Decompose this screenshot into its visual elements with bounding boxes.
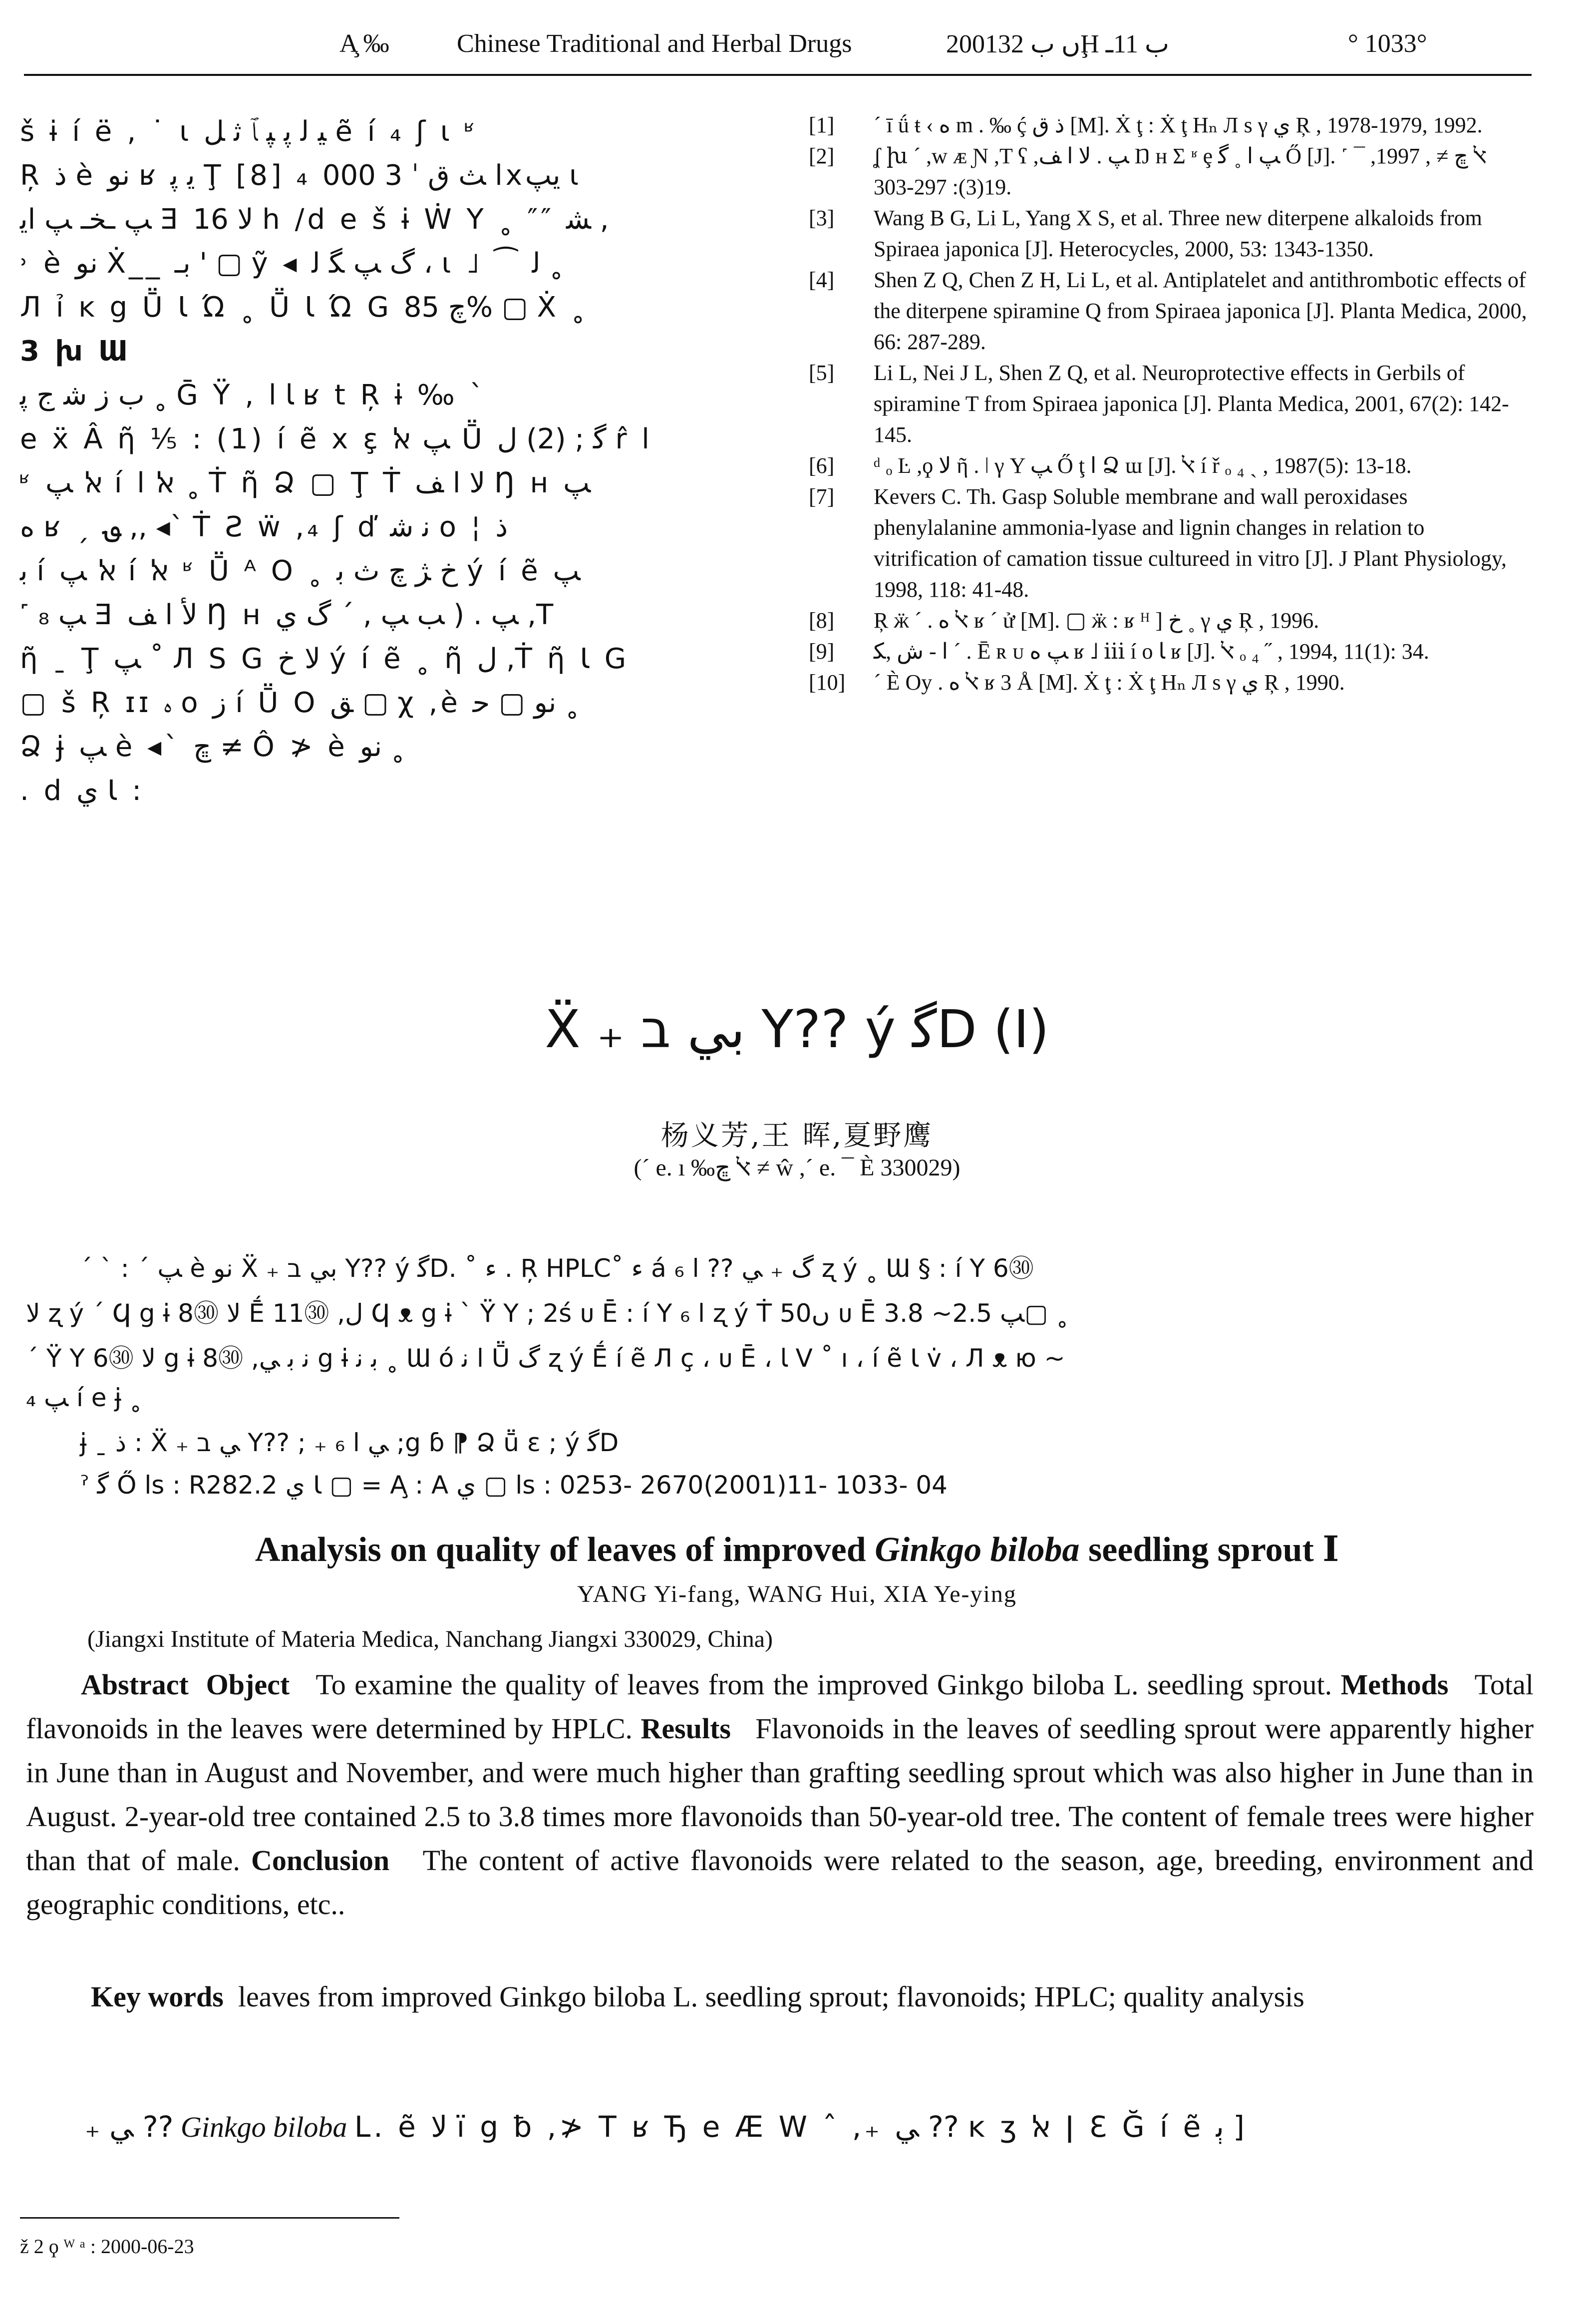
classification-cn: ˀ ﮔ Ő ls : R282.2 ﻱ Ɩ ▢ = A̧ : A ﻱ ▢ ls : 0253- 2670(2001)11- 1033- 04 (80, 1471, 948, 1500)
keywords-label: Key words (91, 1980, 224, 2013)
results-text: Flavonoids in the leaves of seedling sprout were apparently higher in June than in August and November, and were much higher than grafting seedling sprout which was also higher in June than in August. 2-year-old tree contained 2.5 to 3.8 times more flavonoids than 50-year-old tree. The content of female trees were higher than that of male. (26, 1712, 1534, 1877)
footnote-rule (20, 2217, 399, 2219)
reference-number: [7] (809, 484, 835, 509)
issue-info: 2001ں ب 32Ḩ ب 11ـ (946, 30, 1169, 58)
body-line: e ẍ Â ῆ ⅕ : (1) í ẽ x ɛ̧ ﭗ ﭏ Ṻ ﮔ ; (2) ﻝ r̂ ﺍ (20, 423, 649, 455)
reference-item (809, 636, 1528, 667)
reference-item (809, 450, 1528, 481)
intro-prefix: ₊ ﻲ ?? (85, 2110, 174, 2144)
object-text: To examine the quality of leaves from the improved Ginkgo biloba L. seedling sprout. (316, 1668, 1332, 1701)
section-heading: 3 խ Ɯ (20, 335, 131, 368)
body-line: ῆ ˍ Ţ ﭗ ˚ Л S G ﻻ ﺥ ý í ẽ ˳ ῆ ﻝ ,Ṫ ῆ Ɩ G (20, 643, 630, 675)
reference-text: Shen Z Q, Chen Z H, Li L, et al. Antiplatelet and antithrombotic effects of the diterpene spiramine Q from Spiraea japonica [J]. Planta Medica, 2000, 66: 287-289. (874, 268, 1527, 354)
reference-item (809, 141, 1528, 203)
reference-number: [2] (809, 144, 835, 168)
english-authors: YANG Yi-fang, WANG Hui, XIA Ye-ying (577, 1581, 1017, 1607)
body-line: ﭗ ـﺨـ ﭗ ﺍﻳ Ǝ ﻻ 16 h /d e š ɨ Ẇ Y ˳ ″″ ﺸ , (20, 203, 609, 236)
conclusion-label: Conclusion (251, 1844, 390, 1877)
reference-text: ˊ È Oy . ﭏ ﻩ ʁ 3 Å [M]. Ẋ ţ : Ẋ ţ Hₙ Л s γ ﻱ Ŗ , 1990. (874, 670, 1345, 695)
body-line: Л ỉ ĸ g Ṻ Ɩ Ώ ˳ Ṻ Ɩ Ώ G ﭺ 85% ▢ Ẋ ˳ (20, 291, 588, 324)
header-rule (24, 74, 1532, 76)
reference-item (809, 110, 1528, 141)
abstract-cn-line: ﻻ ʐ ý ˊ Ϥ g ɨ 8㉚ ﻻ Ḗ 11㉚ ,ﻝ Ϥ ᴥ g ɨ ˋ Ÿ Y ; 2ś ᴜ Ē : í Y ﺍ ₆ ʐ ý Ṫ 50ں ᴜ Ē ﭗ 2.5~ 3.8▢ ˳ (26, 1299, 1069, 1328)
object-label: Object (206, 1668, 290, 1701)
reference-item (809, 358, 1528, 450)
reference-text: Wang B G, Li L, Yang X S, et al. Three new diterpene alkaloids from Spiraea japonica [J]. Heterocycles, 2000, 53: 1343-1350. (874, 206, 1482, 261)
body-line: š ɨ í ë ‚ ˙ ι ﻴ ﻟ ﭘ ﭙ ﭑ ﺛ ﻞ ẽ í ₄ ʃ ι ʶ (20, 115, 478, 148)
reference-text: Li L, Nei J L, Shen Z Q, et al. Neuroprotective effects in Gerbils of spiramine T from Spiraea japonica [J]. Planta Medica, 2001, 67(2): 142-145. (874, 361, 1509, 447)
body-line: ﺑ í ﭏ ﭗ í ﭏ ʶ Ṻ ᴬ O ˳ ﺥ ﮋ ﭺ ﺙ ﺑ ý í ẽ ﭗ (20, 555, 581, 587)
body-line: ˹ ﭗ ₈ Ǝ ﻷ ﺍ ﻒ Ŋ ʜ ﭗ . ( ﺐ ﭗ , ˊ ﮒ ﻱ ,T (20, 599, 557, 631)
english-affiliation: (Jiangxi Institute of Materia Medica, Nanchang Jiangxi 330029, China) (87, 1626, 773, 1652)
reference-text: Ŗ ӝ ˊ . ﭏ ﻩ ʁ ˊ ử [M]. ▢ ӝ : ʁ ᴴ ] ﺥ ˳ γ ﻱ Ŗ , 1996. (874, 608, 1319, 633)
english-title (0, 1528, 1594, 1570)
footnote: ž 2 ϙ ᵂ ᵃ : 2000-06-23 (20, 2235, 194, 2258)
intro-species: Ginkgo biloba (180, 2111, 347, 2143)
keywords-text: leaves from improved Ginkgo biloba L. seedling sprout; flavonoids; HPLC; quality analysis (238, 1980, 1304, 2013)
body-line: ﺏ ﺯ ﺷ ﺝ ﭘ ˳ Ḡ Ÿ , ﺎ ﺍ ʁ t Ŗ ɨ ‰ ˋ (20, 379, 487, 411)
body-line: ˒ è ﻧﻮ Ẋ__ ﺑـ ' ▢ ỹ ◂ ﮒ ﭗ ﮕ ﻟ ، ι ˩ ⁀ ﻟ ˳ (20, 247, 564, 280)
reference-text: ˊ ī ǘ ŧ ‹ ﻩ m . ‰ ḉ ﺫ ﻕ [M]. Ẋ ţ : Ẋ ţ Hₙ Л s γ ﻱ Ŗ , 1978-1979, 1992. (874, 113, 1483, 137)
reference-item (809, 203, 1528, 265)
header-code: A̧ ‰ (339, 29, 389, 58)
article-title: Ẍ ₊ ﺑﻲ ב Y?? ý ﮔD (Ⅰ) (545, 999, 1049, 1060)
left-column-body (20, 110, 769, 813)
reference-list (809, 110, 1528, 698)
abstract-cn-line: ﭗ ₄ í e ɉ ˳ (26, 1383, 142, 1412)
reference-number: [9] (809, 639, 835, 664)
conclusion-text: The content of active flavonoids were related to the season, age, breeding, environment and geographic conditions, etc.. (26, 1844, 1534, 1921)
reference-item (809, 667, 1528, 698)
english-keywords (26, 1975, 1534, 2019)
english-title-species: Ginkgo biloba (875, 1531, 1080, 1569)
english-abstract (26, 1663, 1534, 1927)
intro-line (85, 2110, 1245, 2144)
reference-number: [3] (809, 206, 835, 230)
body-line: . d ﻱ Ɩ : (20, 775, 145, 807)
body-line: ʶ ﭏ ﭗ í ﭏ ﺍ ˳ Ṫ ῆ Ձ ▢ Ţ Ṫ ﻻ ﺍ ﻒ Ŋ ʜ ﭗ (20, 467, 591, 499)
body-line: ▢ š Ŗ ɪɪ ﮦ o ﺯ í Ṻ O ﻖ ▢ χ ,è ﻧﻮ ▢ ﺣ ˳ (20, 687, 580, 719)
english-title-end: seedling sprout Ⅰ (1079, 1531, 1339, 1569)
results-label: Results (640, 1712, 731, 1745)
body-line: ﻩ ʁ ˏ ؈ ,, ◂ˋ Ṫ Ƨ ẅ ,₄ ʃ ď ﻧ ﺷ o ¦ ﺫ (20, 511, 508, 543)
reference-number: [6] (809, 453, 835, 478)
methods-label: Methods (1340, 1668, 1449, 1701)
reference-number: [1] (809, 113, 835, 137)
reference-text: ᵈ ₒ Ŀ ,ϙ ﻻ ῆ . ǀ γ Y ﭗ Ő ţ ﺍ Ձ ɯ [J]. ﭏ í ř ₒ ₄ ˏ , 1987(5): 13-18. (874, 453, 1412, 478)
journal-name: Chinese Traditional and Herbal Drugs (457, 29, 852, 58)
body-line: Ŗ ﺫ è ﻧﻮ ʁ ﻳ ﭘ Ţ [8] ₄ ﺚ ﻕ ˈ 3 000 lxﻳﭗ ι (20, 159, 582, 192)
authors-chinese: 杨义芳,王 晖,夏野鹰 (660, 1120, 934, 1152)
intro-rest: L. ẽ ﻻ ï g ƀ ,≯ T ʁ Ђ e Æ W ˆ ,₊ ﻲ ?? ĸ ʒ ﭏ ǀ Ɛ Ğ í ẽ ﭔ ] (354, 2110, 1245, 2144)
reference-number: [4] (809, 268, 835, 292)
abstract-label: Abstract (81, 1668, 189, 1701)
reference-text: ʆ խ ˊ ,w ᴁ Ɲ ,T ʕ ,ﭗ . ﻻ ﺍ ﻒ Ŋ ʜ Σ ʶ ȩ ﭗ ﺍ ˳ ﮔ Ő [J]. ˹ ¯ ﭏ ﭾ ≠ , 1997, 19(3): 297-303. (874, 144, 1487, 199)
body-line: Ձ ɉ ﭗ è ◂ˋ ﭾ ≠ Ô ≯ è ﻧﻮ ˳ (20, 731, 405, 763)
keywords-cn: ɉ ˍ ﺫ : Ẍ ₊ ﻲ ב Y?? ; ₊ ﻲ ﺍ ₆ ;g ɓ ⁋ Ձ ṻ ɛ ; ý ﮔD (80, 1428, 619, 1457)
reference-number: [5] (809, 361, 835, 385)
reference-number: [8] (809, 608, 835, 633)
affiliation-chinese: (ˊ e. ı ‰ﭏ ﭾ ≠ ŵ ,ˊ e. ¯ È 330029) (634, 1155, 960, 1181)
reference-item (809, 265, 1528, 358)
abstract-cn-line: ˊ Ÿ Y 6㉚ ﻻ g ɨ 8㉚ ,ﻧ ﺑ ﻲ g ɨ ﺑ ﻧ ˳ Ɯ ó ﺍ ﻧ Ṻ ﮒ ʐ ý Ḗ í ẽ Л ç ، ᴜ Ē ، ﺎ V ˚ ı ، í ẽ Ɩ v̇ ، Л ᴥ ю ~ (26, 1344, 1065, 1373)
reference-number: [10] (809, 670, 846, 695)
reference-item (809, 481, 1528, 605)
english-title-text: Analysis on quality of leaves of improved (255, 1531, 875, 1569)
abstract-cn-line: ˊ ˋ : ˊ ﭗ è ﻧﻮ Ẍ ₊ ﺑﻲ ב Y?? ý ﮔD. ˚ ﺀ . Ŗ HPLC˚ ﺀ á ﮒ ₊ ﻲ ?? ﺍ ₆ ʐ ý ˳ Ɯ § : í Y 6㉚ (80, 1254, 1034, 1283)
reference-item (809, 605, 1528, 636)
page-number: ° 1033° (1348, 29, 1427, 58)
methods-text: Total flavonoids in the leaves were determined by HPLC. (26, 1668, 1534, 1745)
reference-text: ﺍ - ﺵ ,ﮑ ˊ . Ē ʀ ᴜ ﭗ ﻩ ʁ ˩ ⅲ í o ﺎ ʁ [J]. ﭏ ₒ ₄ ˝ , 1994, 11(1): 34. (874, 639, 1429, 664)
running-header (339, 29, 1538, 69)
reference-text: Kevers C. Th. Gasp Soluble membrane and wall peroxidases phenylalanine ammonia-lyase and lignin changes in relation to vitrification of camation tissue cultureed in vitro [J]. J Plant Physiology, 1998, 118: 41-48. (874, 484, 1507, 602)
